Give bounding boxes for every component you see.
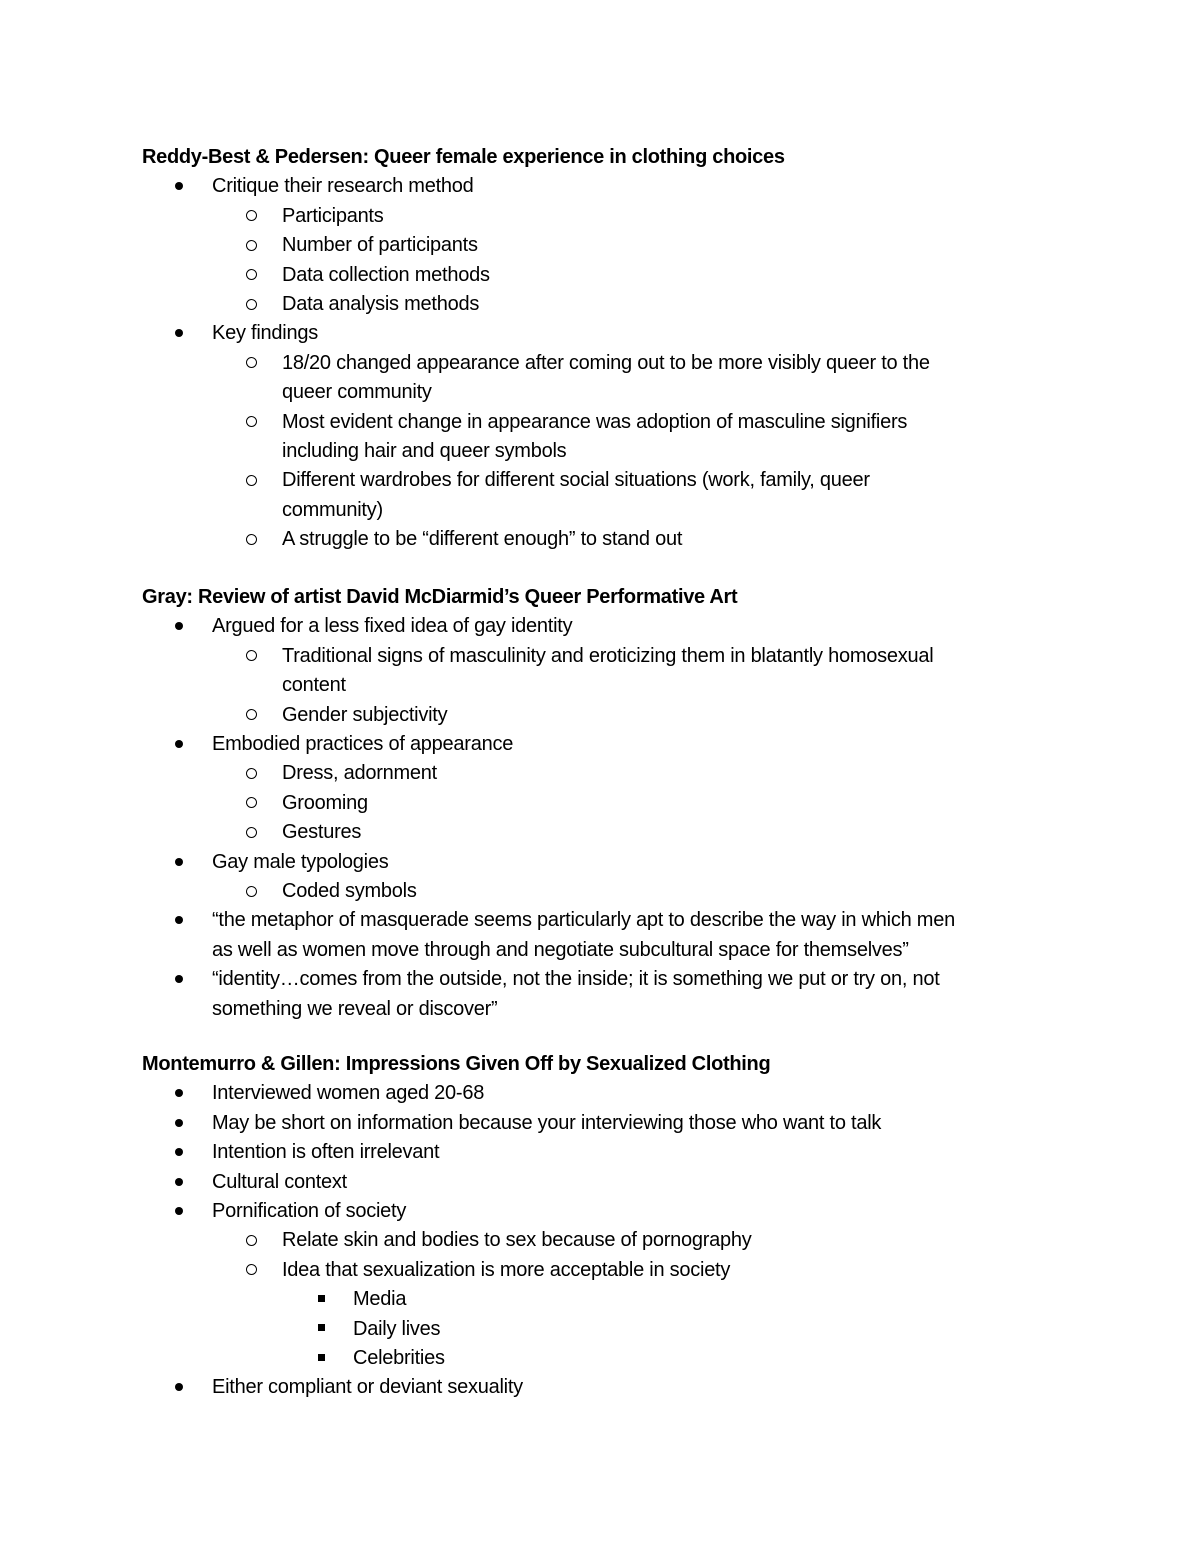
bullet-circle-icon xyxy=(246,269,257,280)
bullet-circle-icon xyxy=(246,797,257,808)
section-heading: Gray: Review of artist David McDiarmid’s Queer Performative Art xyxy=(142,586,738,608)
list-item-text: Relate skin and bodies to sex because of pornography xyxy=(282,1229,752,1252)
bullet-square-icon xyxy=(318,1324,325,1331)
list-item-text: Gestures xyxy=(282,821,362,844)
bullet-circle-icon xyxy=(246,210,257,221)
list-item-text: Gay male typologies xyxy=(212,850,389,873)
bullet-circle-icon xyxy=(246,768,257,779)
bullet-disc-icon xyxy=(175,740,183,748)
bullet-disc-icon xyxy=(175,1383,183,1391)
section-heading: Reddy-Best & Pedersen: Queer female experience in clothing choices xyxy=(142,146,785,168)
list-item-text: Idea that sexualization is more acceptable in society xyxy=(282,1258,731,1281)
bullet-circle-icon xyxy=(246,1264,257,1275)
bullet-circle-icon xyxy=(246,534,257,545)
bullet-disc-icon xyxy=(175,1207,183,1215)
bullet-circle-icon xyxy=(246,416,257,427)
list-item-text: May be short on information because your interviewing those who want to talk xyxy=(212,1111,882,1134)
list-item-text: Traditional signs of masculinity and eroticizing them in blatantly homosexual xyxy=(282,644,934,667)
list-item-text: Critique their research method xyxy=(212,175,474,198)
list-item-text: Grooming xyxy=(282,791,368,814)
bullet-disc-icon xyxy=(175,1178,183,1186)
list-item-text: Data analysis methods xyxy=(282,293,480,315)
list-item-text: Cultural context xyxy=(212,1170,347,1193)
list-item-text: as well as women move through and negotiate subcultural space for themselves” xyxy=(212,938,909,961)
bullet-circle-icon xyxy=(246,650,257,661)
list-item-text: content xyxy=(282,674,346,697)
bullet-disc-icon xyxy=(175,858,183,866)
list-item-text: Embodied practices of appearance xyxy=(212,733,514,755)
section-heading: Montemurro & Gillen: Impressions Given Off by Sexualized Clothing xyxy=(142,1053,771,1075)
list-item-text: Coded symbols xyxy=(282,880,417,902)
bullet-disc-icon xyxy=(175,182,183,190)
list-item-text: Key findings xyxy=(212,322,318,345)
bullet-circle-icon xyxy=(246,886,257,897)
bullet-circle-icon xyxy=(246,357,257,368)
bullet-circle-icon xyxy=(246,299,257,310)
list-item-text: Celebrities xyxy=(353,1347,445,1369)
list-item-text: Data collection methods xyxy=(282,263,490,286)
bullet-disc-icon xyxy=(175,1089,183,1097)
bullet-disc-icon xyxy=(175,329,183,337)
list-item-text: Participants xyxy=(282,204,384,227)
bullet-disc-icon xyxy=(175,1119,183,1127)
list-item-text: A struggle to be “different enough” to stand out xyxy=(282,528,683,551)
bullet-circle-icon xyxy=(246,709,257,720)
bullet-disc-icon xyxy=(175,1148,183,1156)
bullet-circle-icon xyxy=(246,240,257,251)
list-item-text: queer community xyxy=(282,381,432,404)
bullet-disc-icon xyxy=(175,622,183,630)
bullet-circle-icon xyxy=(246,827,257,838)
list-item-text: including hair and queer symbols xyxy=(282,440,567,462)
list-item-text: Argued for a less fixed idea of gay identity xyxy=(212,615,573,638)
bullet-square-icon xyxy=(318,1295,325,1302)
list-item-text: Interviewed women aged 20-68 xyxy=(212,1082,485,1105)
list-item-text: “identity…comes from the outside, not the inside; it is something we put or try on, not xyxy=(212,968,940,991)
list-item-text: Daily lives xyxy=(353,1317,441,1340)
bullet-square-icon xyxy=(318,1354,325,1361)
bullet-circle-icon xyxy=(246,1235,257,1246)
list-item-text: Dress, adornment xyxy=(282,762,437,785)
list-item-text: Media xyxy=(353,1288,407,1311)
list-item-text: Number of participants xyxy=(282,234,478,257)
list-item-text: Pornification of society xyxy=(212,1200,407,1222)
list-item-text: Different wardrobes for different social situations (work, family, queer xyxy=(282,469,870,492)
list-item-text: 18/20 changed appearance after coming out to be more visibly queer to the xyxy=(282,351,930,374)
list-item-text: Either compliant or deviant sexuality xyxy=(212,1376,523,1399)
bullet-disc-icon xyxy=(175,916,183,924)
bullet-disc-icon xyxy=(175,975,183,983)
list-item-text: something we reveal or discover” xyxy=(212,997,498,1020)
list-item-text: community) xyxy=(282,498,383,521)
list-item-text: “the metaphor of masquerade seems particularly apt to describe the way in which men xyxy=(212,909,955,932)
list-item-text: Most evident change in appearance was adoption of masculine signifiers xyxy=(282,410,908,433)
bullet-circle-icon xyxy=(246,475,257,486)
list-item-text: Gender subjectivity xyxy=(282,703,448,726)
list-item-text: Intention is often irrelevant xyxy=(212,1141,440,1164)
